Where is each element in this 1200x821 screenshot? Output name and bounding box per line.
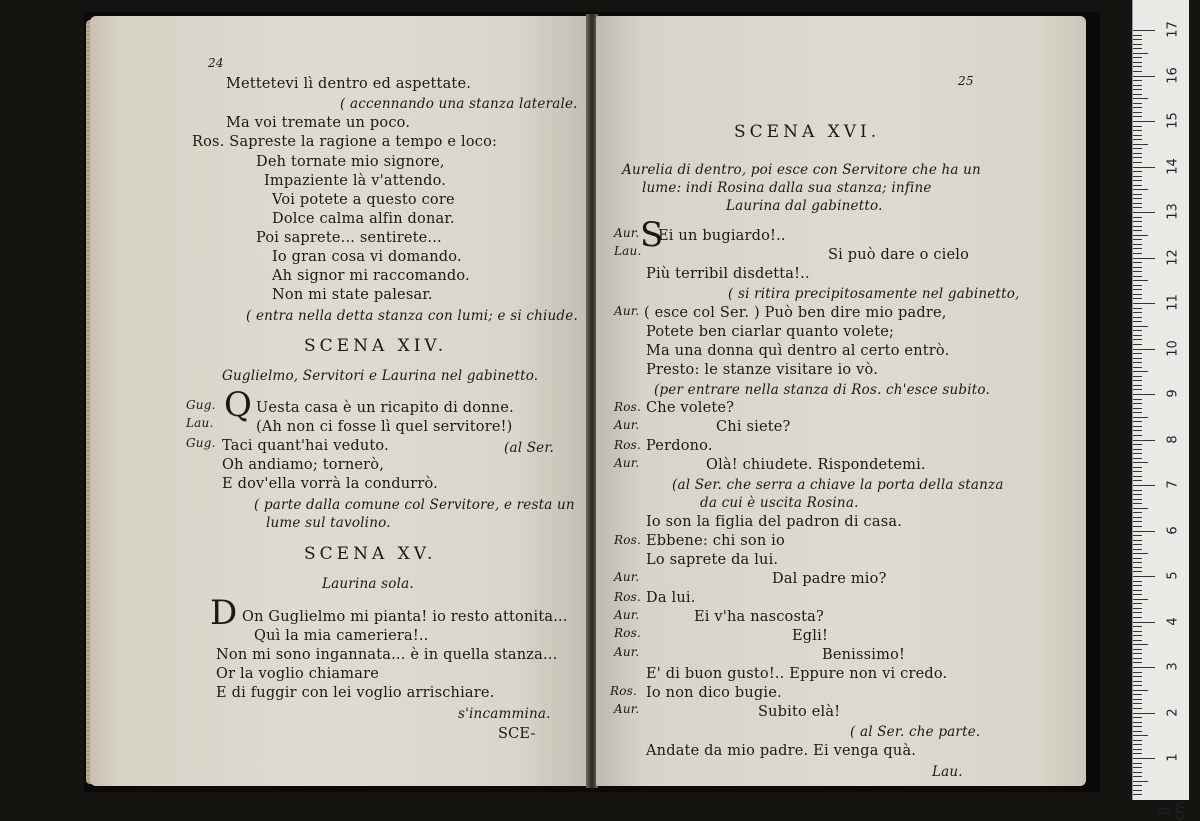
ruler-tick	[1133, 440, 1155, 441]
ruler-tick	[1133, 526, 1142, 527]
ruler-tick	[1133, 785, 1142, 786]
text-line: Laurina sola.	[322, 576, 414, 592]
ruler-tick	[1133, 531, 1155, 532]
ruler-number: 1	[1165, 753, 1181, 762]
text-line: Poi saprete... sentirete...	[256, 230, 442, 246]
ruler-tick	[1133, 772, 1142, 773]
ruler-tick	[1133, 362, 1142, 363]
ruler-tick	[1133, 776, 1142, 777]
ruler-tick	[1133, 153, 1142, 154]
ruler-tick	[1133, 126, 1142, 127]
speaker-label: Aur.	[614, 608, 640, 622]
text-line: lume: indi Rosina dalla sua stanza; infine	[642, 180, 932, 196]
ruler-tick	[1133, 98, 1148, 99]
ruler-tick	[1133, 285, 1142, 286]
ruler-tick	[1133, 116, 1142, 117]
ruler-tick	[1133, 167, 1155, 168]
left-page	[90, 16, 588, 786]
ruler-tick	[1133, 544, 1142, 545]
text-line: ( si ritira precipitosamente nel gabinetto,	[728, 286, 1020, 302]
ruler-tick	[1133, 662, 1142, 663]
ruler-tick	[1133, 294, 1142, 295]
ruler-tick	[1133, 667, 1155, 668]
ruler-tick	[1133, 280, 1148, 281]
ruler-tick	[1133, 207, 1142, 208]
ruler-tick	[1133, 239, 1142, 240]
ruler-number: 4	[1165, 616, 1181, 626]
text-line: SCENA XIV.	[304, 336, 448, 356]
ruler-tick	[1133, 703, 1142, 704]
speaker-label: Aur.	[614, 570, 640, 584]
text-line: Chi siete?	[716, 419, 791, 435]
ruler-tick	[1133, 399, 1142, 400]
ruler-tick	[1133, 763, 1142, 764]
speaker-label: Ros.	[610, 684, 638, 698]
ruler-tick	[1133, 794, 1142, 795]
text-line: Uesta casa è un ricapito di donne.	[256, 400, 514, 416]
speaker-label: Ros.	[614, 590, 642, 604]
text-line: (al Ser. che serra a chiave la porta della stanza	[672, 477, 1004, 493]
ruler-tick	[1133, 112, 1142, 113]
ruler-tick	[1133, 148, 1142, 149]
ruler-tick	[1133, 94, 1142, 95]
speaker-label: Ros.	[614, 400, 642, 414]
ruler-tick	[1133, 612, 1142, 613]
ruler-tick	[1133, 35, 1142, 36]
ruler-tick	[1133, 462, 1148, 463]
text-line: Ei v'ha nascosta?	[694, 609, 824, 625]
ruler-tick	[1133, 571, 1142, 572]
drop-cap: Q	[224, 385, 252, 425]
text-line: ( al Ser. che parte.	[850, 724, 981, 740]
ruler-tick	[1133, 185, 1142, 186]
ruler-tick	[1133, 540, 1142, 541]
ruler-tick	[1133, 781, 1148, 782]
ruler-tick	[1133, 248, 1142, 249]
text-line: Aurelia di dentro, poi esce con Servitore che ha un	[622, 162, 981, 178]
text-line: ( accennando una stanza laterale.	[340, 96, 578, 112]
ruler-tick	[1133, 221, 1142, 222]
text-line: Si può dare o cielo	[828, 247, 970, 263]
ruler-tick	[1133, 735, 1148, 736]
ruler-number: 6	[1165, 525, 1181, 535]
text-line: Benissimo!	[822, 647, 906, 663]
text-line: Ei un bugiardo!..	[658, 228, 786, 244]
ruler-tick	[1133, 212, 1155, 213]
speaker-label: Gug.	[186, 398, 216, 412]
ruler-tick	[1133, 171, 1142, 172]
ruler-tick	[1133, 430, 1142, 431]
ruler-tick	[1133, 107, 1142, 108]
text-line: Io son la figlia del padron di casa.	[646, 514, 903, 530]
ruler-tick	[1133, 380, 1142, 381]
ruler-tick	[1133, 490, 1142, 491]
ruler-tick	[1133, 103, 1142, 104]
ruler-tick	[1133, 321, 1142, 322]
ruler-number: 15	[1165, 112, 1181, 129]
ruler-tick	[1133, 708, 1142, 709]
ruler-tick	[1133, 585, 1142, 586]
text-line: Guglielmo, Servitori e Laurina nel gabinetto.	[222, 368, 539, 384]
text-line: E' di buon gusto!.. Eppure non vi credo.	[646, 666, 948, 682]
ruler-tick	[1133, 403, 1142, 404]
ruler-tick	[1133, 317, 1142, 318]
ruler-tick	[1133, 85, 1142, 86]
ruler-tick	[1133, 417, 1148, 418]
text-line: s'incammina.	[458, 706, 551, 722]
ruler-tick	[1133, 476, 1142, 477]
ruler-tick	[1133, 71, 1142, 72]
ruler-number: 12	[1165, 248, 1181, 266]
ruler-tick	[1133, 676, 1142, 677]
ruler-tick	[1133, 157, 1142, 158]
ruler-tick	[1133, 726, 1142, 727]
ruler-tick	[1133, 276, 1142, 277]
ruler-tick	[1133, 644, 1148, 645]
ruler-tick	[1133, 480, 1142, 481]
text-line: Perdono.	[646, 438, 713, 454]
text-line: Quì la mia cameriera!..	[254, 628, 429, 644]
text-line: Or la voglio chiamare	[216, 666, 379, 682]
ruler-tick	[1133, 631, 1142, 632]
ruler-tick	[1133, 435, 1142, 436]
ruler-tick	[1133, 549, 1142, 550]
ruler-tick	[1133, 567, 1142, 568]
ruler-number: 17	[1165, 21, 1181, 38]
text-line: Non mi sono ingannata... è in quella stanza...	[216, 647, 558, 663]
text-line: Più terribil disdetta!..	[646, 266, 810, 282]
ruler-tick	[1133, 180, 1142, 181]
ruler-tick	[1133, 344, 1142, 345]
ruler-tick	[1133, 330, 1142, 331]
ruler-tick	[1133, 694, 1142, 695]
text-line: Ah signor mi raccomando.	[272, 268, 470, 284]
ruler-tick	[1133, 753, 1142, 754]
ruler-tick	[1133, 226, 1142, 227]
ruler-tick	[1133, 717, 1142, 718]
ruler-tick	[1133, 790, 1142, 791]
ruler-tick	[1133, 471, 1142, 472]
ruler-tick	[1133, 749, 1142, 750]
ruler-tick	[1133, 262, 1142, 263]
ruler-tick	[1133, 758, 1155, 759]
ruler-tick	[1133, 740, 1142, 741]
text-line: SCENA XVI.	[734, 122, 881, 142]
text-line: (per entrare nella stanza di Ros. ch'esce subito.	[654, 382, 990, 398]
ruler-number: 3	[1165, 662, 1181, 671]
ruler-tick	[1133, 622, 1155, 623]
text-line: On Guglielmo mi pianta! io resto attonita...	[242, 609, 568, 625]
ruler-tick	[1133, 503, 1142, 504]
text-line: lume sul tavolino.	[266, 515, 391, 531]
ruler-tick	[1133, 289, 1142, 290]
ruler-tick	[1133, 194, 1142, 195]
page-number-left: 24	[208, 56, 224, 70]
speaker-label: Aur.	[614, 304, 640, 318]
ruler-tick	[1133, 198, 1142, 199]
ruler-tick	[1133, 135, 1142, 136]
ruler-number: 13	[1165, 203, 1181, 220]
text-line: ( entra nella detta stanza con lumi; e si chiude.	[246, 308, 578, 324]
speaker-label: Ros.	[614, 438, 642, 452]
text-line: Andate da mio padre. Ei venga quà.	[646, 743, 917, 759]
speaker-label: Aur.	[614, 226, 640, 240]
drop-cap: D	[210, 593, 238, 633]
text-line: Taci quant'hai veduto.	[222, 438, 389, 454]
ruler-tick	[1133, 558, 1142, 559]
ruler-tick	[1133, 458, 1142, 459]
ruler-number: 16	[1165, 66, 1181, 84]
ruler-tick	[1133, 590, 1142, 591]
ruler-tick	[1133, 444, 1142, 445]
ruler-tick	[1133, 371, 1148, 372]
ruler-tick	[1133, 699, 1142, 700]
ruler-tick	[1133, 535, 1142, 536]
ruler-tick	[1133, 389, 1142, 390]
text-line: Potete ben ciarlar quanto volete;	[646, 324, 895, 340]
text-line: Laurina dal gabinetto.	[726, 198, 883, 214]
ruler-tick	[1133, 562, 1142, 563]
ruler-tick	[1133, 335, 1142, 336]
ruler-tick	[1133, 76, 1155, 77]
text-line: Lau.	[932, 764, 963, 780]
ruler-tick	[1133, 89, 1142, 90]
ruler-tick	[1133, 385, 1142, 386]
ruler-tick	[1133, 394, 1155, 395]
speaker-label: Gug.	[186, 436, 216, 450]
ruler-tick	[1133, 130, 1142, 131]
ruler-tick	[1133, 258, 1155, 259]
ruler-tick	[1133, 244, 1142, 245]
ruler-tick	[1133, 367, 1142, 368]
ruler-tick	[1133, 303, 1155, 304]
ruler-number: 2	[1165, 707, 1181, 717]
ruler-tick	[1133, 408, 1142, 409]
ruler-number: 7	[1165, 480, 1181, 489]
ruler-tick	[1133, 581, 1142, 582]
ruler-tick	[1133, 653, 1142, 654]
ruler-tick	[1133, 326, 1148, 327]
ruler-tick	[1133, 203, 1142, 204]
text-line: Dolce calma alfin donar.	[272, 211, 455, 227]
ruler-tick	[1133, 349, 1155, 350]
ruler-tick	[1133, 767, 1142, 768]
ruler-tick	[1133, 603, 1142, 604]
drop-cap: S	[640, 215, 664, 255]
ruler-tick	[1133, 308, 1142, 309]
ruler-tick	[1133, 66, 1142, 67]
speaker-label: Aur.	[614, 418, 640, 432]
ruler-tick	[1133, 80, 1142, 81]
ruler-tick	[1133, 599, 1148, 600]
speaker-label: Ros.	[614, 533, 642, 547]
text-line: Egli!	[792, 628, 828, 644]
text-line: Lo saprete da lui.	[646, 552, 779, 568]
speaker-label: Ros.	[614, 626, 642, 640]
text-line: Ma una donna quì dentro al certo entrò.	[646, 343, 950, 359]
ruler-tick	[1133, 521, 1142, 522]
speaker-label: Lau.	[614, 244, 642, 258]
text-line: da cui è uscita Rosina.	[700, 495, 859, 511]
ruler-tick	[1133, 731, 1142, 732]
ruler-tick	[1133, 358, 1142, 359]
ruler-tick	[1133, 421, 1142, 422]
text-line: E di fuggir con lei voglio arrischiare.	[216, 685, 495, 701]
text-line: Ros. Sapreste la ragione a tempo e loco:	[192, 134, 498, 150]
ruler-tick	[1133, 608, 1142, 609]
ruler-tick	[1133, 217, 1142, 218]
text-line: (al Ser.	[504, 440, 555, 456]
speaker-label: Aur.	[614, 456, 640, 470]
ruler-tick	[1133, 176, 1142, 177]
text-line: Impaziente là v'attendo.	[264, 173, 447, 189]
ruler-tick	[1133, 298, 1142, 299]
ruler-tick	[1133, 48, 1142, 49]
ruler-tick	[1133, 353, 1142, 354]
text-line: ( parte dalla comune col Servitore, e resta un	[254, 497, 575, 513]
text-line: Io non dico bugie.	[646, 685, 782, 701]
ruler-tick	[1133, 576, 1155, 577]
text-line: Deh tornate mio signore,	[256, 154, 445, 170]
ruler-tick	[1133, 485, 1155, 486]
text-line: E dov'ella vorrà la condurrò.	[222, 476, 438, 492]
ruler-tick	[1133, 658, 1142, 659]
ruler-tick	[1133, 690, 1148, 691]
ruler-tick	[1133, 39, 1142, 40]
ruler-tick	[1133, 139, 1142, 140]
text-line: Io gran cosa vi domando.	[272, 249, 462, 265]
ruler-tick	[1133, 339, 1142, 340]
ruler-tick	[1133, 453, 1142, 454]
measurement-ruler	[1132, 0, 1189, 821]
ruler-tick	[1133, 467, 1142, 468]
ruler-number: 10	[1165, 339, 1181, 357]
text-line: Ma voi tremate un poco.	[226, 115, 411, 131]
ruler-tick	[1133, 121, 1155, 122]
ruler-tick	[1133, 508, 1148, 509]
text-line: Non mi state palesar.	[272, 287, 433, 303]
ruler-tick	[1133, 681, 1142, 682]
text-line: Olà! chiudete. Rispondetemi.	[706, 457, 926, 473]
ruler-tick	[1133, 672, 1142, 673]
ruler-tick	[1133, 722, 1142, 723]
ruler-tick	[1133, 494, 1142, 495]
ruler-tick	[1133, 412, 1142, 413]
text-line: Ebbene: chi son io	[646, 533, 785, 549]
ruler-tick	[1133, 594, 1142, 595]
ruler-tick	[1133, 553, 1148, 554]
ruler-tick	[1133, 267, 1142, 268]
ruler-tick	[1133, 271, 1142, 272]
text-line: Voi potete a questo core	[272, 192, 455, 208]
ruler-number: 11	[1165, 294, 1181, 311]
ruler-tick	[1133, 640, 1142, 641]
text-line: (Ah non ci fosse lì quel servitore!)	[256, 419, 513, 435]
ruler-tick	[1133, 30, 1155, 31]
ruler-tick	[1133, 426, 1142, 427]
ruler-tick	[1133, 312, 1142, 313]
ruler-tick	[1133, 517, 1142, 518]
ruler-tick	[1133, 44, 1142, 45]
text-line: Oh andiamo; tornerò,	[222, 457, 385, 473]
ruler-tick	[1133, 685, 1142, 686]
page-number-right: 25	[958, 74, 974, 88]
ruler-tick	[1133, 53, 1148, 54]
ruler-tick	[1133, 635, 1142, 636]
text-line: SCE-	[498, 726, 536, 742]
ruler-tick	[1133, 649, 1142, 650]
ruler-number: 8	[1165, 434, 1181, 444]
ruler-number: 9	[1165, 389, 1181, 398]
speaker-label: Aur.	[614, 645, 640, 659]
text-line: Subito elà!	[758, 704, 841, 720]
text-line: Che volete?	[646, 400, 735, 416]
ruler-tick	[1133, 57, 1142, 58]
text-line: Da lui.	[646, 590, 696, 606]
ruler-tick	[1133, 713, 1155, 714]
ruler-tick	[1133, 162, 1142, 163]
text-line: ( esce col Ser. ) Può ben dire mio padre,	[644, 305, 947, 321]
text-line: SCENA XV.	[304, 544, 437, 564]
ruler-tick	[1133, 499, 1142, 500]
ruler-tick	[1133, 449, 1142, 450]
ruler-tick	[1133, 62, 1142, 63]
right-page	[596, 16, 1086, 786]
speaker-label: Lau.	[186, 416, 214, 430]
ruler-tick	[1133, 230, 1142, 231]
text-line: Presto: le stanze visitare io vò.	[646, 362, 879, 378]
ruler-tick	[1133, 376, 1142, 377]
ruler-tick	[1133, 235, 1148, 236]
ruler-tick	[1133, 744, 1142, 745]
ruler-tick	[1133, 189, 1148, 190]
ruler-tick	[1133, 253, 1142, 254]
ruler-number: 14	[1165, 157, 1181, 175]
speaker-label: Aur.	[614, 702, 640, 716]
text-line: Dal padre mio?	[772, 571, 887, 587]
ruler-number: 0 cm	[1158, 800, 1188, 821]
ruler-number: 5	[1165, 571, 1181, 580]
ruler-tick	[1133, 626, 1142, 627]
text-line: Mettetevi lì dentro ed aspettate.	[226, 76, 472, 92]
ruler-tick	[1133, 144, 1148, 145]
ruler-tick	[1133, 617, 1142, 618]
ruler-tick	[1133, 512, 1142, 513]
